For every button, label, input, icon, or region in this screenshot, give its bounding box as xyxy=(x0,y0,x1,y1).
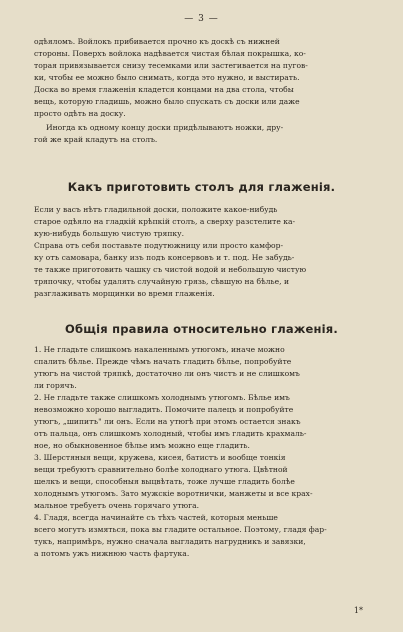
text-line: одѣяломъ. Войлокъ прибивается прочно къ доскѣ съ нижней xyxy=(34,37,280,46)
text-line: ку отъ самовара, банку изъ подъ консервовъ и т. под. Не забудь- xyxy=(34,253,295,262)
text-line: невозможно хорошо выгладить. Помочите палецъ и попробуйте xyxy=(34,405,294,414)
text-line: Если у васъ нѣтъ гладильной доски, положите какое-нибудь xyxy=(34,205,278,214)
text-line: просто одѣть на доску. xyxy=(34,109,126,118)
text-line: а потомъ ужъ нижнюю часть фартука. xyxy=(34,549,190,558)
text-line: Доска во время глаженія кладется концами на два стола, чтобы xyxy=(34,85,294,94)
text-line: 1. Не гладьте слишкомъ накаленнымъ утюгомъ, иначе можно xyxy=(34,345,285,354)
text-line: старое одѣяло на гладкій крѣпкій столъ, а сверху разстелите ка- xyxy=(34,217,296,226)
page-number: — 3 — xyxy=(184,14,219,24)
paragraph-board-legs xyxy=(34,122,372,146)
text-line: шелкъ и вещи, способныя выцвѣтать, тоже лучше гладить болѣе xyxy=(34,477,295,486)
text-line: ки, чтобы ее можно было снимать, когда это нужно, и выстирать. xyxy=(34,73,300,82)
text-line: вещь, которую гладишь, можно было спускать съ доски или даже xyxy=(34,97,300,106)
text-line: ное, но обыкновенное бѣлье имъ можно еще гладить. xyxy=(34,441,250,450)
text-line: утюгъ на чистой тряпкѣ, достаточно ли онъ чистъ и не слишкомъ xyxy=(34,369,300,378)
text-line: всего могутъ измяться, пока вы гладите остальное. Поэтому, гладя фар- xyxy=(34,525,327,534)
text-line: 4. Гладя, всегда начинайте съ тѣхъ частей, которыя меньше xyxy=(34,513,278,522)
text-line: вещи требуютъ сравнительно болѣе холоднаго утюга. Цвѣтной xyxy=(34,465,288,474)
signature-mark: 1* xyxy=(353,606,363,615)
text-line: Иногда къ одному концу доски придѣлываютъ ножки, дру- xyxy=(46,123,284,132)
text-line: тряпочку, чтобы удалять случайную грязь, сѣвшую на бѣлье, и xyxy=(34,277,290,286)
text-line: Справа отъ себя поставьте подутюжницу или просто камфор- xyxy=(34,241,284,250)
text-line: 2. Не гладьте также слишкомъ холоднымъ утюгомъ. Бѣлье имъ xyxy=(34,393,290,402)
section-heading-rules: Общія правила относительно глаженія. xyxy=(65,322,338,336)
text-line: те также приготовить чашку съ чистой водой и небольшую чистую xyxy=(34,265,307,274)
section-heading-table: Какъ приготовить столъ для глаженія. xyxy=(67,180,336,194)
text-line: торая привязывается снизу тесемками или застегивается на пугов- xyxy=(34,61,308,70)
paragraph-ironing-rules xyxy=(34,344,372,560)
text-line: стороны. Поверхъ войлока надѣвается чистая бѣлая покрышка, ко- xyxy=(34,49,306,58)
text-line: кую-нибудь большую чистую тряпку. xyxy=(34,229,185,238)
text-line: утюгъ, „шипитъ" ли онъ. Если на утюгѣ при этомъ остается знакъ xyxy=(34,417,301,426)
text-line: ли горячъ. xyxy=(34,381,77,390)
text-line: мальное требуетъ очень горячаго утюга. xyxy=(34,501,200,510)
text-line: тукъ, напримѣръ, нужно сначала выгладить нагрудникъ и завязки, xyxy=(34,537,306,546)
text-line: спалить бѣлье. Прежде чѣмъ начать гладить бѣлье, попробуйте xyxy=(34,357,292,366)
paragraph-board-cover xyxy=(34,36,372,120)
paragraph-table-prep xyxy=(34,204,372,300)
text-line: отъ пальца, онъ слишкомъ холодный, чтобы имъ гладить крахмаль- xyxy=(34,429,307,438)
text-line: 3. Шерстяныя вещи, кружева, кисея, батистъ и вообще тонкія xyxy=(34,453,286,462)
text-line: гой же край кладутъ на столъ. xyxy=(34,135,158,144)
text-line: холоднымъ утюгомъ. Зато мужскіе воротнички, манжеты и все крах- xyxy=(34,489,313,498)
text-line: разглаживать морщинки во время глаженія. xyxy=(34,289,215,298)
